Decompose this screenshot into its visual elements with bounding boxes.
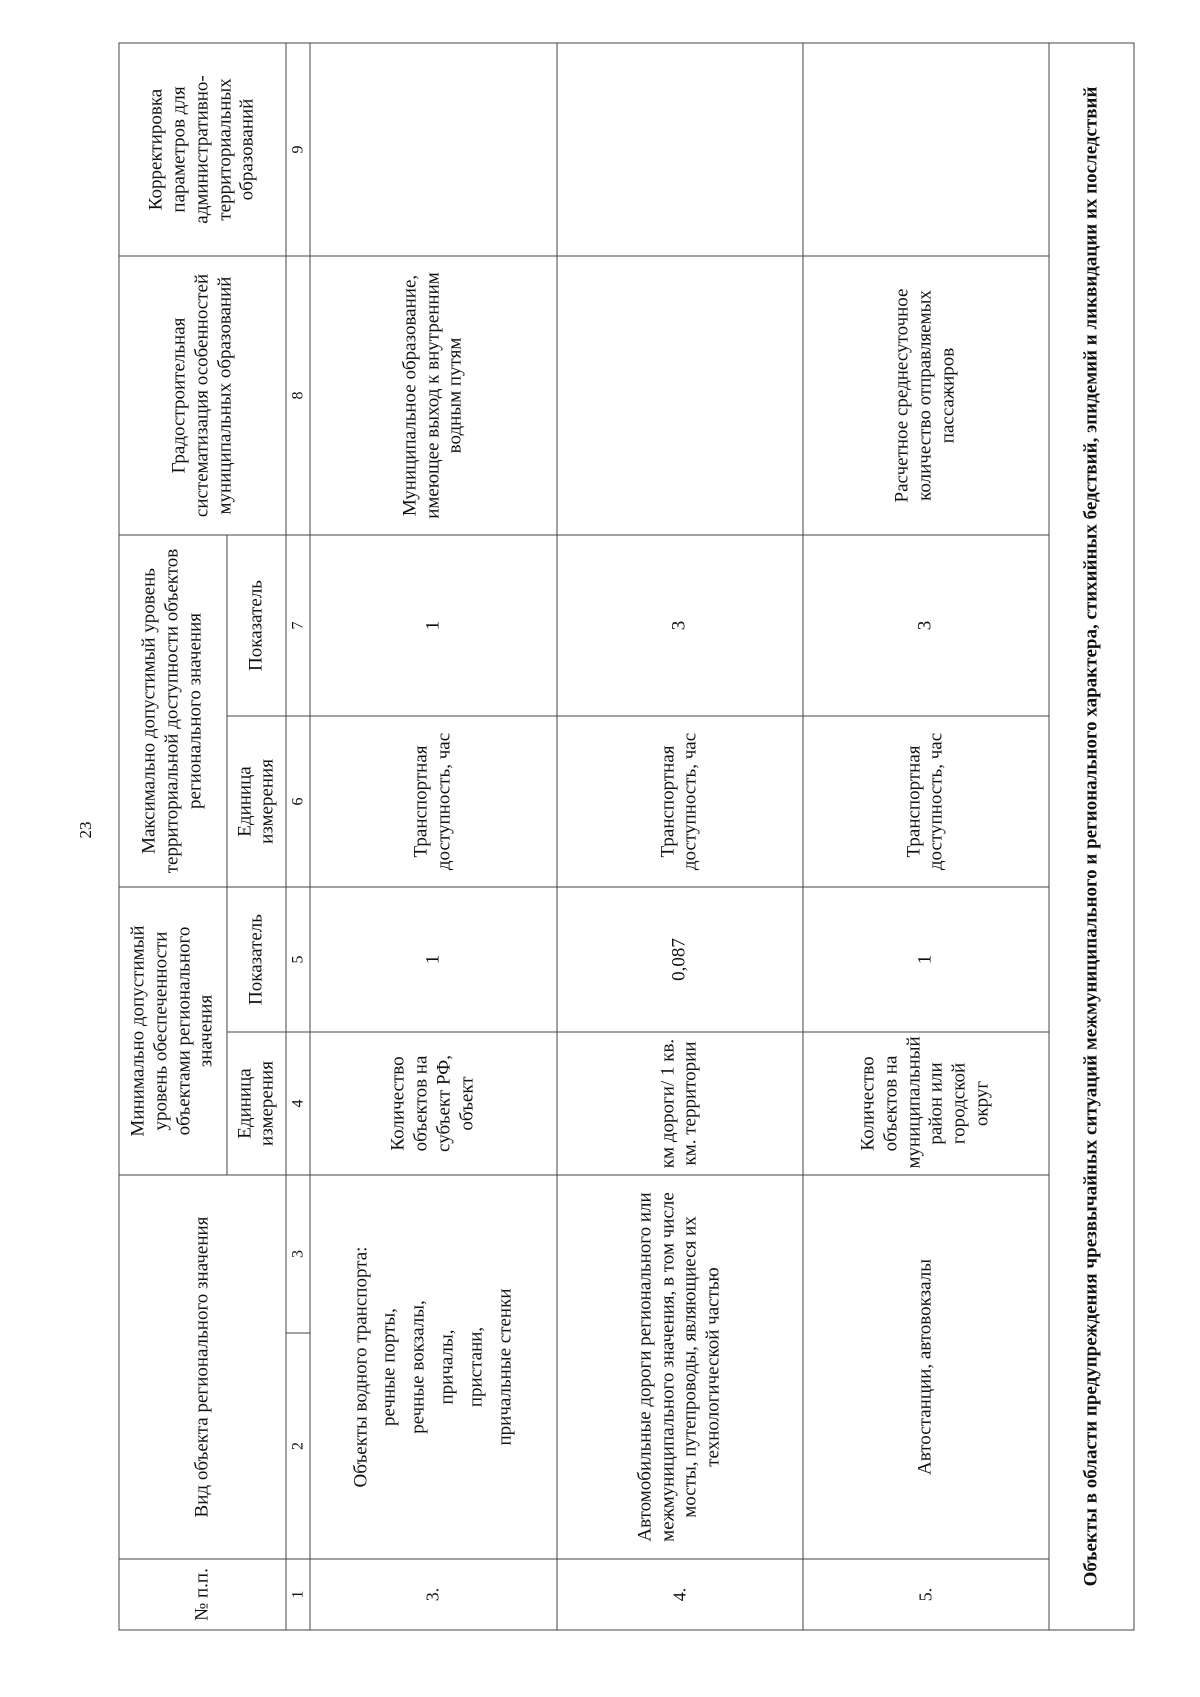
max-value-cell: 1 <box>310 535 556 716</box>
min-unit-cell: км дороги/ 1 кв. км. территории <box>557 1032 803 1175</box>
column-number: 1 <box>286 1559 310 1630</box>
max-value-cell: 3 <box>557 535 803 716</box>
correction-cell <box>310 43 556 256</box>
column-number: 3 <box>286 1175 310 1333</box>
header-min-unit: Единица измерения <box>227 1032 286 1175</box>
max-unit-cell: Транспортная доступность, час <box>557 716 803 887</box>
header-min-level: Минимально допустимый уровень обеспеченности объектами регионального значения <box>119 887 227 1175</box>
section-title-row <box>1049 43 1134 1630</box>
column-number: 2 <box>286 1333 310 1559</box>
row-number: 5. <box>803 1559 1048 1630</box>
column-number: 8 <box>286 256 310 535</box>
table-row <box>803 43 1048 1630</box>
header-max-unit: Единица измерения <box>227 716 286 887</box>
column-number: 7 <box>286 535 310 716</box>
object-type-line: Объекты водного транспорта: <box>350 1246 372 1488</box>
object-type-line: причальные стенки <box>494 1288 516 1446</box>
object-type-cell <box>803 1175 1048 1559</box>
max-unit-cell: Транспортная доступность, час <box>310 716 556 887</box>
object-type-line: Автостанции, автовокзалы <box>914 1259 936 1475</box>
header-urban-system: Градостроительная систематизация особенностей муниципальных образований <box>119 256 286 535</box>
row-number: 4. <box>557 1559 803 1630</box>
header-max-level: Максимально допустимый уровень территориальной доступности объектов регионального значения <box>119 535 227 887</box>
table-row <box>310 43 556 1630</box>
header-object-type: Вид объекта регионального значения <box>119 1175 286 1559</box>
min-value-cell: 1 <box>803 887 1048 1032</box>
row-number: 3. <box>310 1559 556 1630</box>
correction-cell <box>557 43 803 256</box>
urban-system-cell <box>557 256 803 535</box>
urban-system-cell: Муниципальное образование, имеющее выход к внутренним водным путям <box>310 256 556 535</box>
object-type-line: речные вокзалы, <box>407 1300 429 1434</box>
min-unit-cell: Количество объектов на субъект РФ, объект <box>310 1032 556 1175</box>
column-number: 4 <box>286 1032 310 1175</box>
urban-system-cell: Расчетное среднесуточное количество отправляемых пассажиров <box>803 256 1048 535</box>
header-max-indicator: Показатель <box>227 535 286 716</box>
object-type-lines <box>350 1182 517 1553</box>
table-row <box>557 43 803 1630</box>
section-title: Объекты в области предупреждения чрезвычайных ситуаций межмуниципального и регионального характера, стихийных бедствий, эпидемий и ликвидации их последствий <box>1049 43 1134 1630</box>
page-number: 23 <box>76 821 95 839</box>
min-value-cell: 1 <box>310 887 556 1032</box>
object-type-line: причалы, <box>436 1329 458 1405</box>
column-number: 6 <box>286 716 310 887</box>
object-type-cell <box>310 1175 556 1559</box>
header-no: № п.п. <box>119 1559 286 1630</box>
header-min-indicator: Показатель <box>227 887 286 1032</box>
min-value-cell: 0,087 <box>557 887 803 1032</box>
column-number-row <box>286 43 310 1630</box>
object-type-cell <box>557 1175 803 1559</box>
column-number: 5 <box>286 887 310 1032</box>
max-value-cell: 3 <box>803 535 1048 716</box>
min-unit-cell: Количество объектов на муниципальный район или городской округ <box>803 1032 1048 1175</box>
header-correction: Корректировка параметров для административно-территориальных образований <box>119 43 286 256</box>
norms-table <box>119 42 1135 1630</box>
object-type-line: Автомобильные дороги регионального или межмуниципального значения, в том числе мосты, путепроводы, являющиеся их технологической частью <box>634 1192 724 1542</box>
correction-cell <box>803 43 1048 256</box>
column-number: 9 <box>286 43 310 256</box>
object-type-line: речные порты, <box>378 1308 400 1426</box>
max-unit-cell: Транспортная доступность, час <box>803 716 1048 887</box>
header-row-group <box>119 43 227 1630</box>
object-type-line: пристани, <box>465 1326 487 1408</box>
rotated-table-sheet <box>119 44 1135 1631</box>
